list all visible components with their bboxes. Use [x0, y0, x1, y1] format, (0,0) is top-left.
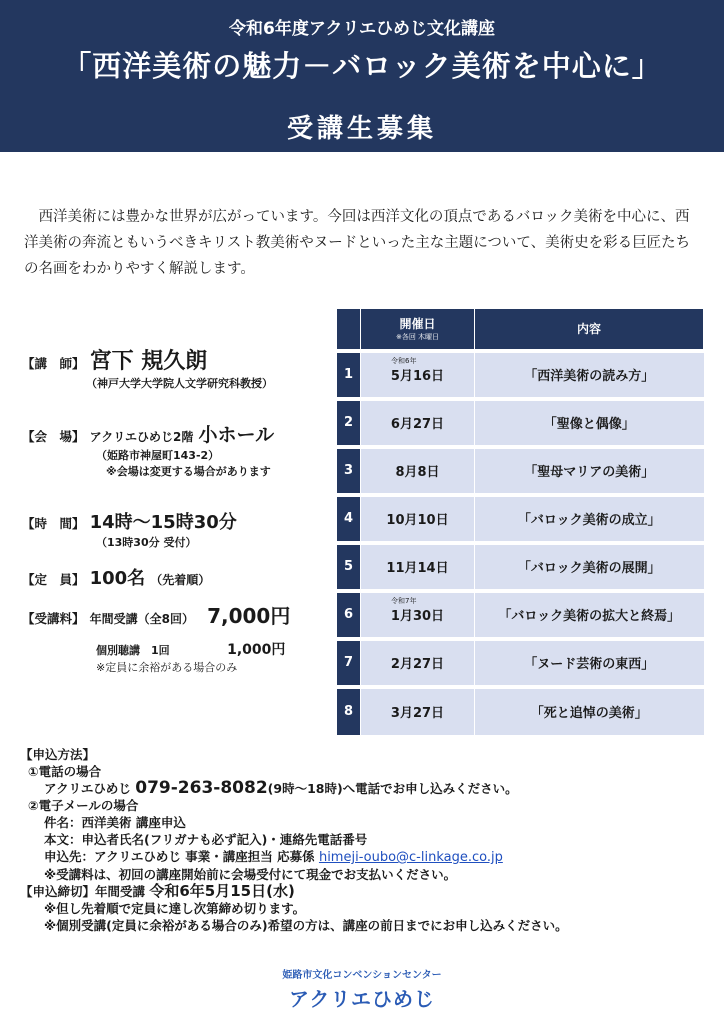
schedule-date: 6月27日 — [390, 417, 445, 432]
schedule-row-date-cell — [361, 351, 475, 399]
schedule-era-label: 令和6年 — [391, 356, 417, 365]
venue-prefix: アクリエひめじ2階 — [89, 430, 194, 444]
capacity-note: （先着順） — [150, 573, 211, 587]
capacity-main: 100名 — [89, 568, 146, 589]
schedule-row — [337, 495, 704, 543]
fee-single-line — [22, 639, 342, 659]
email-to-prefix: 申込先：アクリエひめじ 事業・講座担当 応募係 — [44, 849, 315, 864]
header-banner — [0, 0, 724, 152]
capacity-row — [22, 564, 342, 590]
lecturer-row — [22, 344, 342, 391]
logo-line-2: アクリエひめじ — [289, 987, 435, 1011]
schedule-row-number: 6 — [337, 591, 361, 639]
deadline-note-1: ※但し先着順で定員に達し次第締め切ります。 — [44, 901, 306, 916]
fee-annual-price: 7,000円 — [207, 604, 291, 628]
schedule-row-number: 5 — [337, 543, 361, 591]
phone-hours: (9時～18時)へ電話でお申し込みください。 — [267, 781, 518, 796]
schedule-era-label: 令和7年 — [391, 596, 417, 605]
time-reception: （13時30分 受付） — [96, 536, 197, 549]
schedule-row-number: 4 — [337, 495, 361, 543]
application-section — [20, 746, 710, 934]
schedule-row-date-cell — [361, 399, 475, 447]
schedule-row-number: 8 — [337, 687, 361, 735]
fee-single-price: 1,000円 — [227, 642, 286, 658]
schedule-header-row — [337, 309, 704, 351]
schedule-content: 「聖像と偶像」 — [475, 399, 704, 447]
venue-label: 【会 場】 — [22, 429, 85, 444]
schedule-row-date-cell — [361, 687, 475, 735]
schedule-header-date-sub: ※各回 木曜日 — [395, 333, 440, 342]
lecture-title: 「西洋美術の魅力－バロック美術を中心に」 — [62, 49, 662, 83]
lecturer-name: 宮下 規久朗 — [89, 349, 208, 374]
email-heading: ②電子メールの場合 — [28, 798, 139, 813]
organizer-logo — [0, 966, 724, 1012]
email-to-line — [20, 848, 710, 866]
fee-label: 【受講料】 — [22, 611, 85, 626]
email-subject: 件名：西洋美術 講座申込 — [44, 815, 186, 830]
schedule-content: 「聖母マリアの美術」 — [475, 447, 704, 495]
schedule-row-date-cell — [361, 495, 475, 543]
phone-number: 079-263-8082 — [135, 778, 268, 798]
intro-text: 西洋美術には豊かな世界が広がっています。今回は西洋文化の頂点であるバロック美術を中心に、西洋美術の奔流ともいうべきキリスト教美術やヌードといった主な主題について、美術史を彩る巨匠たちの名画をわかりやすく解説します。 — [24, 209, 691, 277]
deadline-label: 【申込締切】年間受講 — [20, 884, 146, 899]
schedule-header-date — [361, 309, 475, 351]
schedule-date: 5月16日 — [390, 369, 445, 384]
schedule-date: 3月27日 — [390, 706, 445, 721]
fee-annual-label: 年間受講（全8回） — [89, 612, 194, 626]
lecturer-affiliation: （神戸大学大学院人文学研究科教授） — [86, 377, 273, 390]
fee-payment-note: ※受講料は、初回の講座開始前に会場受付にて現金でお支払いください。 — [44, 867, 457, 882]
email-link[interactable]: himeji-oubo@c-linkage.co.jp — [318, 850, 503, 865]
schedule-table — [336, 308, 704, 735]
apply-heading: 【申込方法】 — [20, 747, 96, 762]
schedule-row-date-cell — [361, 447, 475, 495]
schedule-date: 10月10日 — [386, 513, 449, 528]
schedule-date: 2月27日 — [390, 657, 445, 672]
schedule-content: 「死と追悼の美術」 — [475, 687, 704, 735]
recruit-heading: 受講生募集 — [286, 114, 437, 144]
schedule-row — [337, 399, 704, 447]
schedule-row-date-cell — [361, 639, 475, 687]
logo-line-1: 姫路市文化コンベンションセンター — [282, 970, 442, 981]
phone-heading: ①電話の場合 — [28, 764, 102, 779]
series-subtitle: 令和6年度アクリエひめじ文化講座 — [229, 19, 495, 39]
schedule-header-content: 内容 — [475, 309, 704, 351]
venue-address: （姫路市神屋町143-2） — [96, 449, 220, 462]
schedule-date: 11月14日 — [386, 561, 449, 576]
phone-line — [20, 780, 710, 797]
schedule-row-number: 2 — [337, 399, 361, 447]
email-body: 本文：申込者氏名(フリガナも必ず記入)・連絡先電話番号 — [44, 832, 368, 847]
schedule-row-number: 7 — [337, 639, 361, 687]
schedule-row — [337, 591, 704, 639]
schedule-row-number: 1 — [337, 351, 361, 399]
deadline-note-2: ※個別受講(定員に余裕がある場合のみ)希望の方は、講座の前日までにお申し込みください。 — [44, 918, 568, 933]
schedule-row — [337, 687, 704, 735]
fee-single-note: ※定員に余裕がある場合のみ — [96, 661, 238, 674]
deadline-line — [20, 883, 710, 900]
schedule-content: 「バロック美術の展開」 — [475, 543, 704, 591]
schedule-content: 「西洋美術の読み方」 — [475, 351, 704, 399]
schedule-row — [337, 639, 704, 687]
venue-room: 小ホール — [198, 424, 275, 446]
fee-row — [22, 600, 342, 675]
time-main: 14時～15時30分 — [89, 512, 237, 533]
schedule-row-date-cell — [361, 543, 475, 591]
lecturer-label: 【講 師】 — [22, 356, 85, 371]
schedule-content: 「ヌード芸術の東西」 — [475, 639, 704, 687]
time-label: 【時 間】 — [22, 516, 85, 531]
fee-single-label: 個別聴講 1回 — [96, 644, 170, 657]
venue-row — [22, 420, 342, 479]
schedule-header-num — [337, 309, 361, 351]
schedule-row-date-cell — [361, 591, 475, 639]
time-row — [22, 508, 342, 550]
deadline-date: 令和6年5月15日(水) — [149, 882, 295, 900]
schedule-header-date-label: 開催日 — [399, 317, 436, 332]
venue-note: ※会場は変更する場合があります — [106, 465, 271, 478]
schedule-row — [337, 447, 704, 495]
schedule-row — [337, 351, 704, 399]
schedule-date: 1月30日 — [390, 609, 445, 624]
schedule-date: 8月8日 — [395, 465, 440, 480]
schedule-content: 「バロック美術の成立」 — [475, 495, 704, 543]
schedule-content: 「バロック美術の拡大と終焉」 — [475, 591, 704, 639]
schedule-row — [337, 543, 704, 591]
schedule-row-number: 3 — [337, 447, 361, 495]
capacity-label: 【定 員】 — [22, 572, 85, 587]
phone-prefix: アクリエひめじ — [44, 781, 131, 796]
